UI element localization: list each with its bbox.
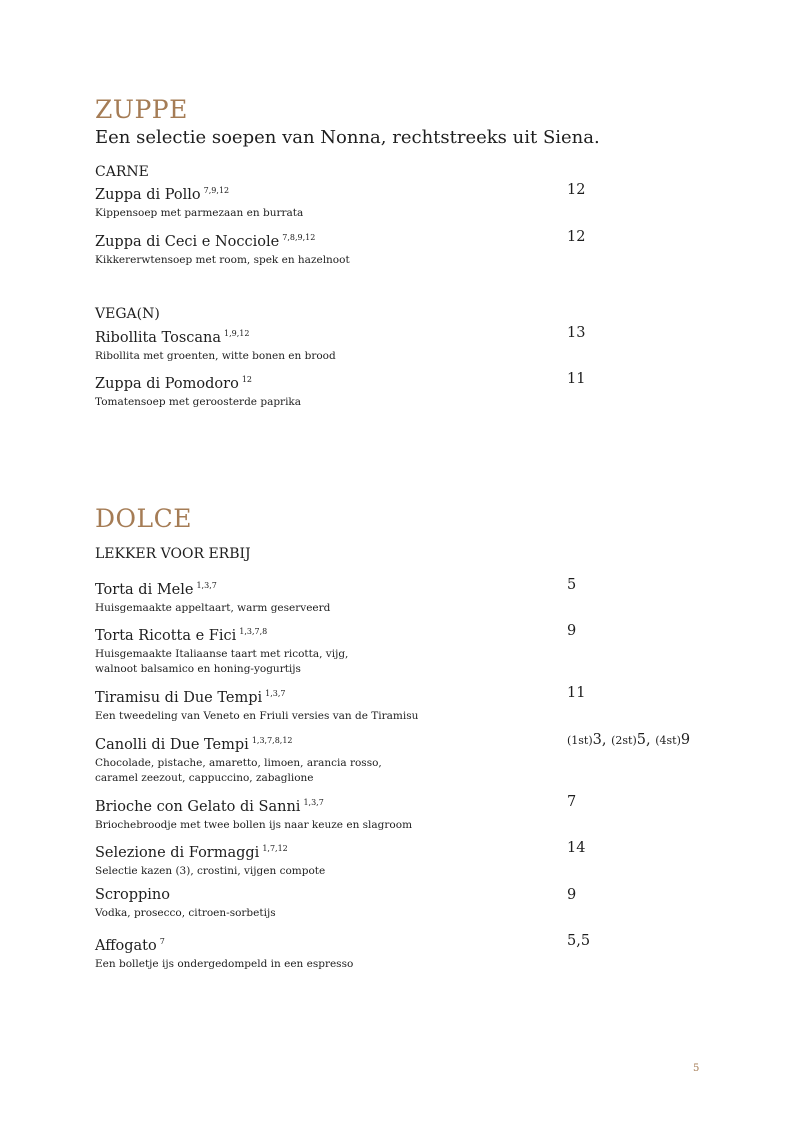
item-name: Zuppa di Pomodoro: [95, 376, 239, 392]
item-price: 11: [567, 371, 586, 387]
item-name: Scroppino: [95, 887, 170, 903]
item-price: 13: [567, 325, 586, 341]
item-name: Torta Ricotta e Fici: [95, 628, 237, 644]
category-carne: CARNE: [95, 164, 149, 180]
menu-item-scroppino: [95, 887, 695, 921]
item-name: Affogato: [95, 938, 157, 954]
price-value: 3: [592, 732, 602, 748]
zuppe-heading: ZUPPE: [95, 95, 188, 124]
item-price: 5: [567, 577, 577, 593]
allergen-codes: 1,9,12: [224, 329, 250, 338]
item-description: Kippensoep met parmezaan en burrata: [95, 207, 304, 219]
dolce-heading: DOLCE: [95, 504, 193, 533]
menu-item-zuppa-di-ceci-e-nocciole: [95, 229, 695, 268]
price-quantity: (2st): [611, 734, 637, 747]
item-description: [95, 647, 695, 677]
price-value: 5: [636, 732, 646, 748]
item-price: 7: [567, 794, 577, 810]
item-name: Tiramisu di Due Tempi: [95, 690, 263, 706]
item-name: Ribollita Toscana: [95, 330, 222, 346]
item-name: Canolli di Due Tempi: [95, 737, 249, 753]
item-description: Een bolletje ijs ondergedompeld in een espresso: [95, 958, 354, 970]
item-description: Huisgemaakte appeltaart, warm geserveerd: [95, 602, 331, 614]
allergen-codes: 1,3,7: [196, 581, 217, 590]
item-name: Selezione di Formaggi: [95, 845, 260, 861]
allergen-codes: 7: [159, 937, 165, 946]
allergen-codes: 7,9,12: [203, 186, 230, 195]
description-line: Chocolade, pistache, amaretto, limoen, arancia rosso,: [95, 757, 382, 769]
category-lekker-voor-erbij: LEKKER VOOR ERBIJ: [95, 546, 251, 562]
item-description: Selectie kazen (3), crostini, vijgen compote: [95, 865, 326, 877]
menu-item-canolli-di-due-tempi: [95, 732, 695, 786]
menu-item-torta-di-mele: [95, 577, 695, 616]
menu-item-zuppa-di-pomodoro: [95, 371, 695, 410]
price-quantity: (4st): [655, 734, 681, 747]
menu-item-torta-ricotta-e-fici: [95, 623, 695, 677]
item-price: 14: [567, 840, 586, 856]
item-description: Tomatensoep met geroosterde paprika: [95, 396, 302, 408]
description-line: caramel zeezout, cappuccino, zabaglione: [95, 772, 314, 784]
allergen-codes: 1,3,7,8,12: [251, 736, 293, 745]
category-vega: VEGA(N): [95, 306, 160, 322]
item-price: 12: [567, 182, 586, 198]
menu-item-tiramisu-di-due-tempi: [95, 685, 695, 724]
item-description: Briochebroodje met twee bollen ijs naar keuze en slagroom: [95, 819, 413, 831]
allergen-codes: 1,3,7: [265, 689, 286, 698]
menu-item-brioche-con-gelato: [95, 794, 695, 833]
allergen-codes: 7,8,9,12: [282, 233, 316, 242]
item-description: [95, 756, 695, 786]
zuppe-intro: Een selectie soepen van Nonna, rechtstreeks uit Siena.: [95, 127, 600, 148]
allergen-codes: 12: [241, 375, 252, 384]
page-number: 5: [693, 1063, 700, 1074]
menu-item-selezione-di-formaggi: [95, 840, 695, 879]
menu-item-ribollita-toscana: [95, 325, 695, 364]
description-line: Huisgemaakte Italiaanse taart met ricotta, vijg,: [95, 648, 349, 660]
item-price: 12: [567, 229, 586, 245]
menu-item-affogato: [95, 933, 695, 972]
price-separator: ,: [646, 732, 656, 748]
item-name: Zuppa di Ceci e Nocciole: [95, 234, 280, 250]
item-name: Torta di Mele: [95, 582, 194, 598]
item-price: 9: [567, 623, 577, 639]
item-description: Ribollita met groenten, witte bonen en brood: [95, 350, 336, 362]
price-separator: ,: [601, 732, 612, 748]
allergen-codes: 1,3,7: [303, 798, 324, 807]
menu-item-zuppa-di-pollo: [95, 182, 695, 221]
item-price: 9: [567, 887, 577, 903]
description-line: walnoot balsamico en honing-yogurtijs: [95, 663, 301, 675]
item-name: Brioche con Gelato di Sanni: [95, 799, 301, 815]
price-value: 9: [680, 732, 691, 748]
item-description: Kikkererwtensoep met room, spek en hazelnoot: [95, 254, 350, 266]
item-price: 11: [567, 685, 586, 701]
allergen-codes: 1,7,12: [262, 844, 288, 853]
item-description: Een tweedeling van Veneto en Friuli versies van de Tiramisu: [95, 710, 419, 722]
item-name: Zuppa di Pollo: [95, 187, 201, 203]
item-price: 5,5: [567, 933, 591, 949]
item-price-tiers: [567, 732, 690, 749]
allergen-codes: 1,3,7,8: [239, 627, 268, 636]
price-quantity: (1st): [567, 734, 593, 747]
item-description: Vodka, prosecco, citroen-sorbetijs: [95, 907, 276, 919]
